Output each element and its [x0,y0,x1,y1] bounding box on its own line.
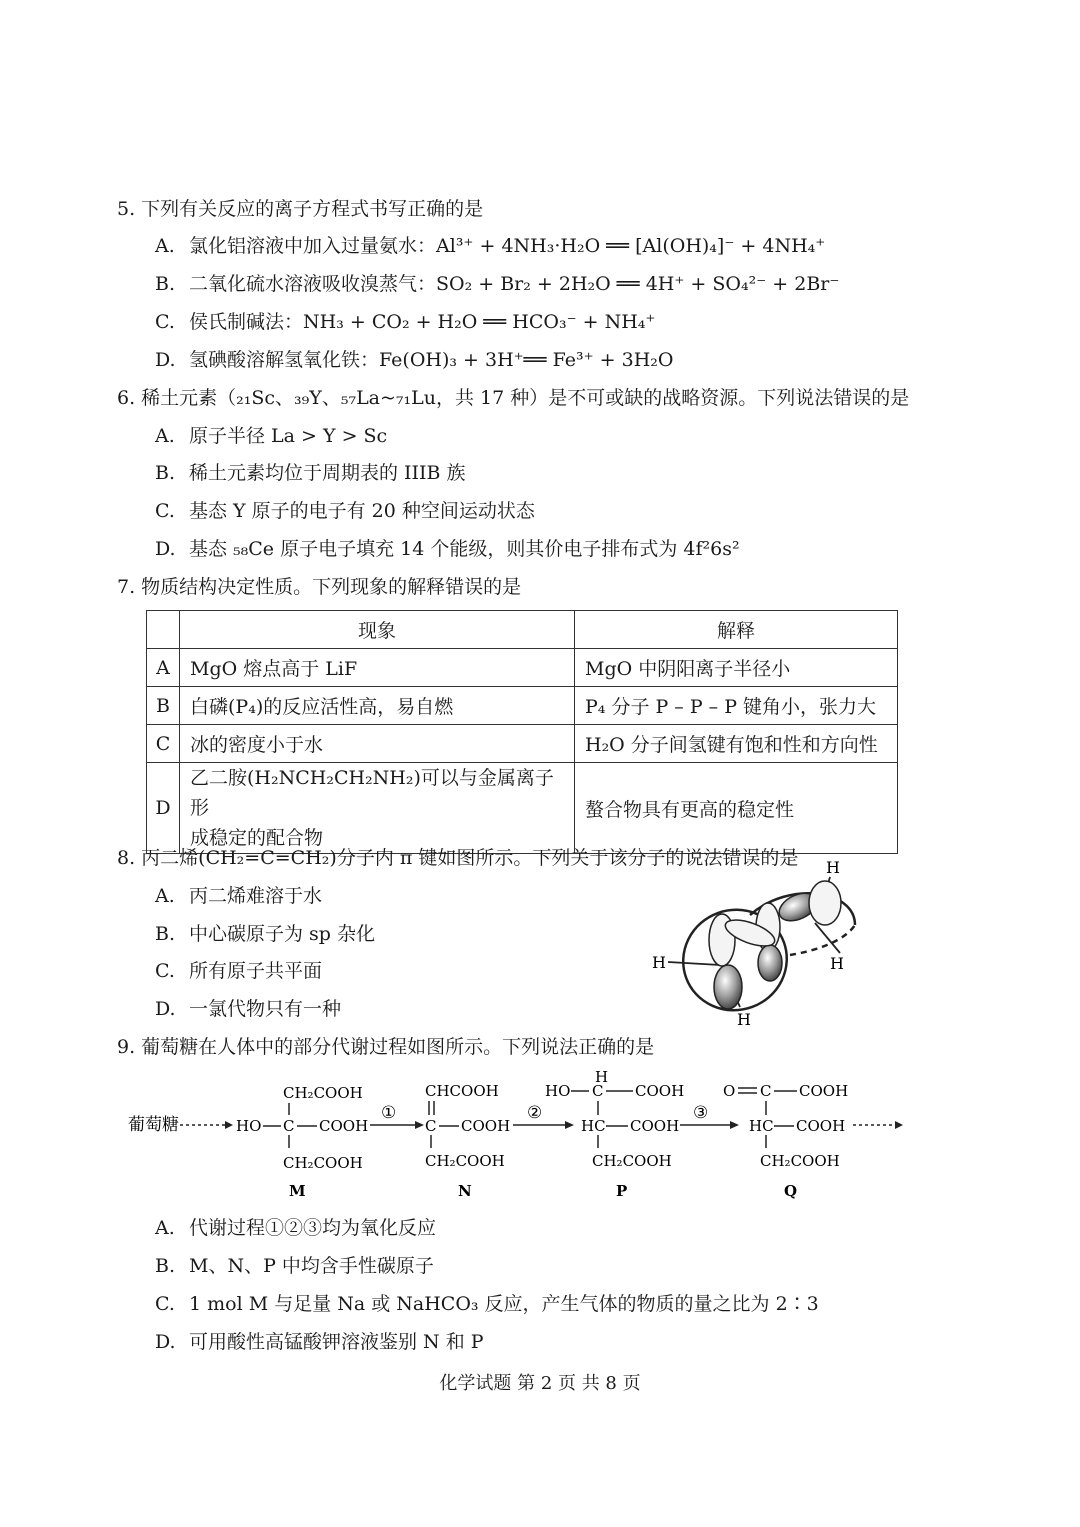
q5-option-a [155,233,825,259]
q7-stem: 7. 物质结构决定性质。下列现象的解释错误的是 [117,576,522,598]
option-equation: NH₃ + CO₂ + H₂O ══ HCO₃⁻ + NH₄⁺ [303,311,656,333]
option-text: 代谢过程①②③均为氧化反应 [189,1217,437,1239]
option-equation: SO₂ + Br₂ + 2H₂O ══ 4H⁺ + SO₄²⁻ + 2Br⁻ [436,273,840,295]
step-label: ① [381,1103,397,1123]
option-letter: D. [155,538,176,560]
metabolism-scheme [125,1068,915,1203]
row-phenomenon: 冰的密度小于水 [180,725,575,763]
compound-label-n: N [458,1182,472,1200]
q8-option-c [155,958,322,984]
option-prefix: 氢碘酸溶解氢氧化铁： [189,349,380,371]
option-prefix: 氯化铝溶液中加入过量氨水： [189,235,437,257]
arrow-head [565,1121,574,1129]
row-key: A [147,649,180,687]
p-orbital-lobe [714,965,742,1009]
atom-c: C [425,1117,437,1135]
p-orbital-lobe [758,945,782,981]
table-header-row [147,611,898,649]
option-letter: A. [155,885,175,907]
q6-stem: 6. 稀土元素（₂₁Sc、₃₉Y、₅₇La~₇₁Lu，共 17 种）是不可或缺的战略资源。下列说法错误的是 [117,387,910,409]
header-phenomenon: 现象 [180,611,575,649]
q8-stem: 8. 丙二烯(CH₂=C=CH₂)分子内 π 键如图所示。下列关于该分子的说法错误的是 [117,847,799,869]
compound-label-q: Q [784,1182,798,1200]
q9-option-a [155,1215,436,1241]
q9-option-b [155,1253,434,1279]
table-row [147,725,898,763]
c-h-bond [815,923,840,953]
group-chcooh: CHCOOH [425,1082,499,1100]
group-ch2cooh: CH₂COOH [425,1152,505,1170]
group-cooh: COOH [461,1117,511,1135]
atom-label-h: H [826,858,840,877]
arrow-head [730,1121,739,1129]
table-row [147,687,898,725]
atom-h: H [595,1068,609,1086]
atom-o: O [723,1082,736,1100]
q8-option-b [155,921,375,947]
q6-option-b [155,460,466,486]
group-ch2cooh: CH₂COOH [283,1084,363,1102]
option-letter: A. [155,425,175,447]
row-phenomenon: MgO 熔点高于 LiF [180,649,575,687]
atom-c: C [760,1082,772,1100]
compound-label-m: M [289,1182,306,1200]
q9-option-c [155,1291,819,1317]
scheme-start-label: 葡萄糖 [128,1115,179,1135]
q6-option-a [155,423,387,449]
option-letter: B. [155,273,176,295]
row-phenomenon-line: 乙二胺(H₂NCH₂CH₂NH₂)可以与金属离子形 [190,767,554,819]
atom-label-h: H [830,954,844,973]
table-row [147,763,898,854]
group-cooh: COOH [796,1117,846,1135]
option-letter: B. [155,1255,176,1277]
group-ho: HO [545,1082,571,1100]
arrow-head [895,1121,903,1129]
row-phenomenon: 白磷(P₄)的反应活性高，易自燃 [180,687,575,725]
option-letter: C. [155,960,175,982]
option-equation: Fe(OH)₃ + 3H⁺══ Fe³⁺ + 3H₂O [379,349,674,371]
group-hc: HC [749,1117,774,1135]
option-text: 所有原子共平面 [189,960,323,982]
q7-table [146,610,898,854]
option-letter: B. [155,923,176,945]
arrow-head [225,1121,233,1129]
step-label: ③ [693,1103,709,1123]
q8-option-d [155,996,341,1022]
option-letter: B. [155,462,176,484]
table-row [147,649,898,687]
p-orbital-lobe [809,881,841,925]
atom-label-h: H [652,953,666,972]
option-text: M、N、P 中均含手性碳原子 [189,1255,434,1277]
q5-option-b [155,271,839,297]
option-letter: A. [155,1217,175,1239]
option-text: 稀土元素均位于周期表的 IIIB 族 [189,462,466,484]
option-text: 可用酸性高锰酸钾溶液鉴别 N 和 P [189,1331,484,1353]
row-key: B [147,687,180,725]
arrow-head [415,1121,424,1129]
row-key: D [147,763,180,854]
q9-option-d [155,1329,484,1355]
option-letter: C. [155,500,175,522]
option-text: 原子半径 La > Y > Sc [189,425,388,447]
group-ch2cooh: CH₂COOH [760,1152,840,1170]
atom-label-h: H [737,1010,751,1029]
option-text: 基态 Y 原子的电子有 20 种空间运动状态 [189,500,535,522]
option-letter: D. [155,1331,176,1353]
option-letter: A. [155,235,175,257]
row-explanation: H₂O 分子间氢键有饱和性和方向性 [575,725,898,763]
option-prefix: 二氧化硫水溶液吸收溴蒸气： [189,273,437,295]
option-text: 丙二烯难溶于水 [189,885,323,907]
q6-option-d [155,536,740,562]
option-letter: C. [155,1293,175,1315]
row-explanation: MgO 中阴阳离子半径小 [575,649,898,687]
step-label: ② [527,1103,543,1123]
row-explanation: 螯合物具有更高的稳定性 [575,763,898,854]
group-cooh: COOH [635,1082,685,1100]
q5-option-d [155,347,673,373]
atom-c: C [592,1082,604,1100]
option-text: 1 mol M 与足量 Na 或 NaHCO₃ 反应，产生气体的物质的量之比为 2∶3 [189,1293,819,1315]
header-explanation: 解释 [575,611,898,649]
group-hc: HC [581,1117,606,1135]
row-key: C [147,725,180,763]
group-ho: HO [236,1117,262,1135]
q8-option-a [155,883,322,909]
option-text: 中心碳原子为 sp 杂化 [189,923,375,945]
pi-bond-dashed-arc [790,925,855,955]
q6-option-c [155,498,535,524]
compound-label-p: P [616,1182,628,1200]
page-footer: 化学试题 第 2 页 共 8 页 [439,1373,641,1394]
row-explanation: P₄ 分子 P – P – P 键角小，张力大 [575,687,898,725]
allene-orbital-figure [640,855,880,1030]
option-text: 基态 ₅₈Ce 原子电子填充 14 个能级，则其价电子排布式为 4f²6s² [189,538,740,560]
option-letter: D. [155,349,176,371]
option-text: 一氯代物只有一种 [189,998,342,1020]
option-letter: C. [155,311,175,333]
group-cooh: COOH [630,1117,680,1135]
q5-stem: 5. 下列有关反应的离子方程式书写正确的是 [117,198,484,220]
option-letter: D. [155,998,176,1020]
group-cooh: COOH [319,1117,369,1135]
option-equation: Al³⁺ + 4NH₃·H₂O ══ [Al(OH)₄]⁻ + 4NH₄⁺ [436,235,826,257]
atom-c: C [283,1117,295,1135]
q9-stem: 9. 葡萄糖在人体中的部分代谢过程如图所示。下列说法正确的是 [117,1036,655,1058]
row-phenomenon [180,763,575,854]
option-prefix: 侯氏制碱法： [189,311,304,333]
c-h-bond [668,962,720,965]
group-ch2cooh: CH₂COOH [283,1154,363,1172]
row-phenomenon-line: 成稳定的配合物 [190,827,324,849]
group-ch2cooh: CH₂COOH [592,1152,672,1170]
table-corner-cell [147,611,180,649]
group-cooh: COOH [799,1082,849,1100]
q5-option-c [155,309,655,335]
